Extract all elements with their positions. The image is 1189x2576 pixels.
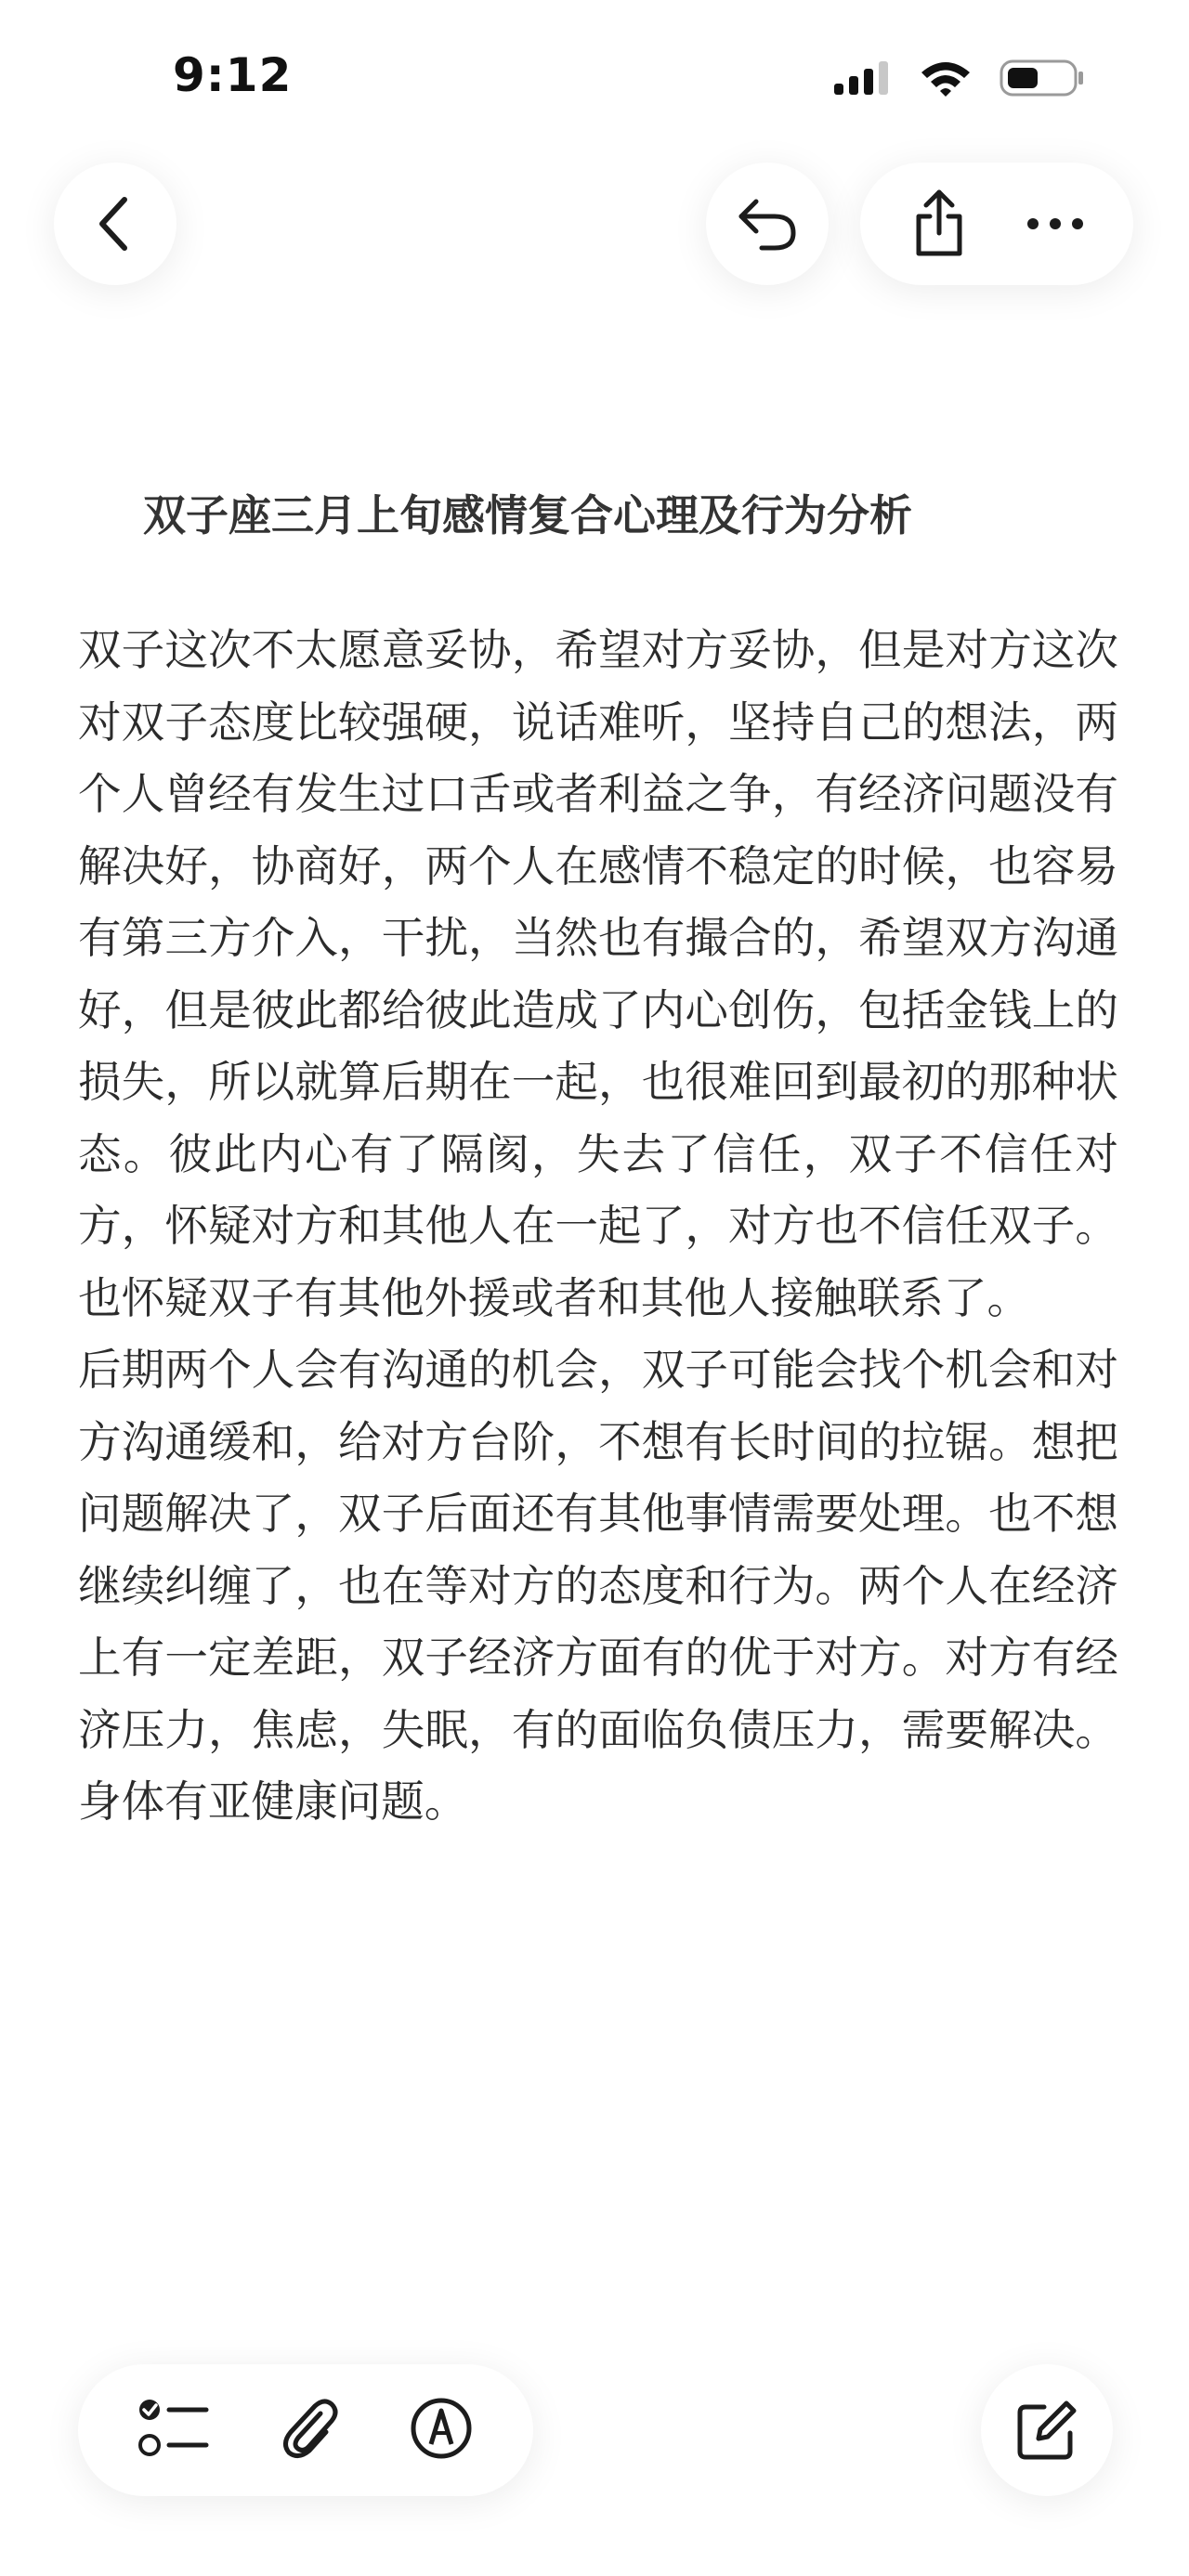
- attachment-icon: [278, 2395, 341, 2462]
- battery-icon: [1000, 58, 1085, 98]
- compose-button[interactable]: [981, 2364, 1113, 2496]
- wifi-icon: [918, 58, 973, 98]
- bottom-toolbar: [78, 2364, 533, 2496]
- checklist-icon: [137, 2397, 210, 2460]
- note-body[interactable]: [78, 464, 1118, 1839]
- share-button[interactable]: [909, 187, 969, 261]
- compose-icon: [1014, 2398, 1079, 2463]
- signal-icon: [832, 58, 892, 98]
- back-chevron-icon: [89, 194, 141, 254]
- status-icons: [832, 58, 1085, 98]
- share-icon: [909, 187, 969, 261]
- checklist-button[interactable]: [137, 2397, 210, 2464]
- more-button[interactable]: [1026, 215, 1085, 233]
- share-more-group: [860, 163, 1133, 285]
- undo-button[interactable]: [706, 163, 829, 285]
- status-time: 9:12: [173, 48, 293, 102]
- note-paragraph-1: 双子这次不太愿意妥协，希望对方妥协，但是对方这次对双子态度比较强硬，说话难听，坚持自己的想法，两个人曾经有发生过口舌或者利益之争，有经济问题没有解决好，协商好，两个人在感情不稳定的时候，也容易有第三方介入，干扰，当然也有撮合的，希望双方沟通好，但是彼此都给彼此造成了内心创伤，包括金钱上的损失，所以就算后期在一起，也很难回到最初的那种状态。彼此内心有了隔阂，失去了信任，双子不信任对方，怀疑对方和其他人在一起了，对方也不信任双子。也怀疑双子有其他外援或者和其他人接触联系了。: [78, 625, 1118, 1323]
- status-bar: [0, 0, 1189, 158]
- attachment-button[interactable]: [278, 2395, 341, 2465]
- undo-icon: [734, 194, 801, 254]
- markup-button[interactable]: [409, 2396, 474, 2465]
- note-title: 双子座三月上旬感情复合心理及行为分析: [143, 490, 912, 540]
- note-paragraph-2: 后期两个人会有沟通的机会，双子可能会找个机会和对方沟通缓和，给对方台阶，不想有长时间的拉锯。想把问题解决了，双子后面还有其他事情需要处理。也不想继续纠缠了，也在等对方的态度和行为。两个人在经济上有一定差距，双子经济方面有的优于对方。对方有经济压力，焦虑，失眠，有的面临负债压力，需要解决。身体有亚健康问题。: [78, 1345, 1118, 1827]
- markup-icon: [409, 2396, 474, 2461]
- back-button[interactable]: [54, 163, 176, 285]
- more-icon: [1026, 215, 1085, 233]
